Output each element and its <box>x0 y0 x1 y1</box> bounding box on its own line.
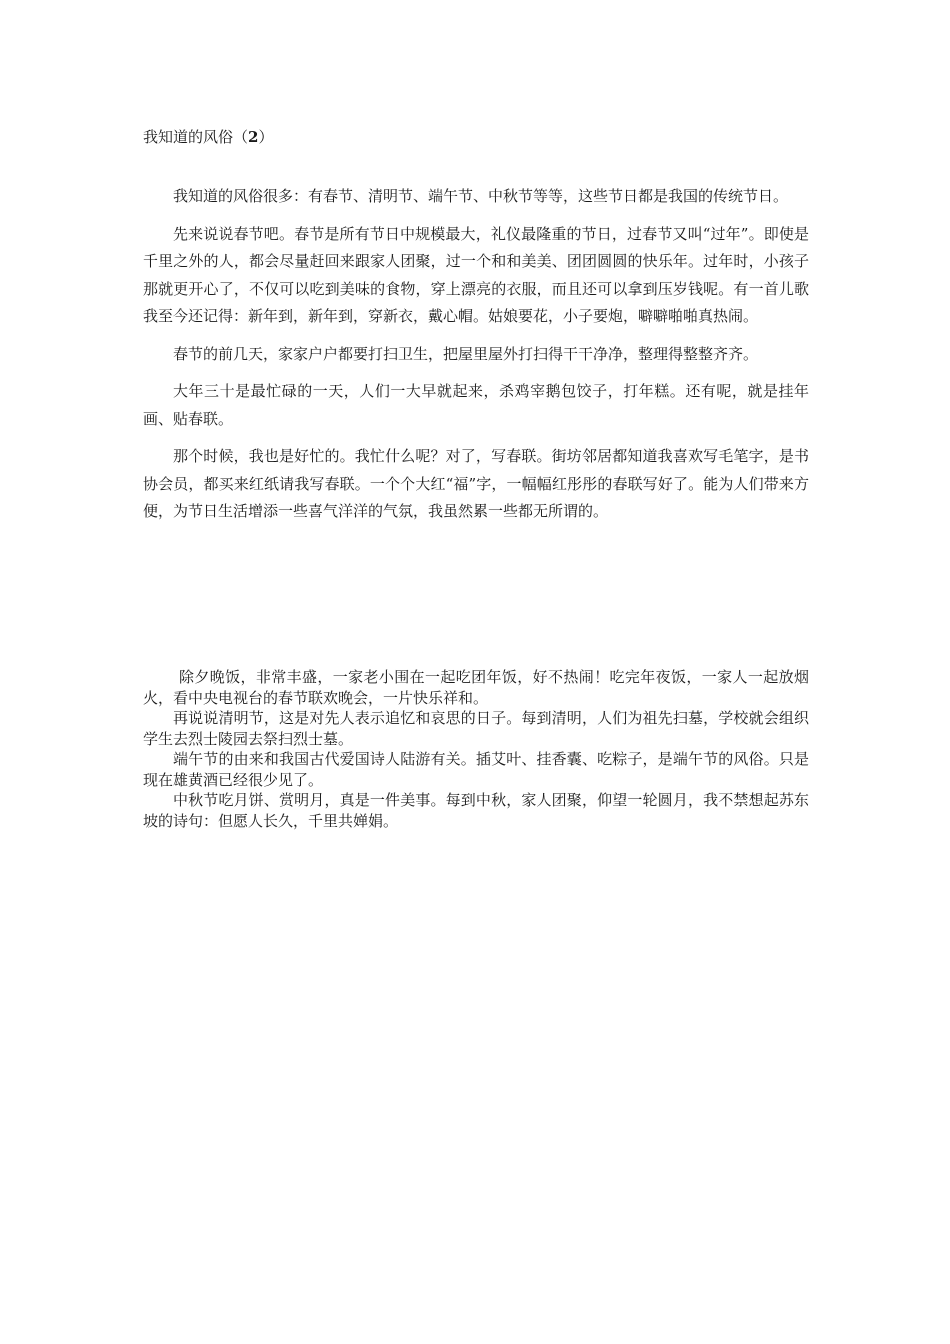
title-prefix: 我知道的风俗（ <box>143 128 249 146</box>
paragraph-mid-autumn: 中秋节吃月饼、赏明月，真是一件美事。每到中秋，家人团聚，仰望一轮圆月，我不禁想起苏东坡的诗句：但愿人长久，千里共婵娟。 <box>143 791 809 830</box>
title-suffix: ） <box>258 128 274 146</box>
paragraph-qingming: 再说说清明节，这是对先人表示追忆和哀思的日子。每到清明，人们为祖先扫墓，学校就会组织学生去烈士陵园去祭扫烈士墓。 <box>143 709 809 748</box>
body-text-wide <box>143 183 809 536</box>
paragraph-spring-festival: 先来说说春节吧。春节是所有节日中规模最大，礼仪最隆重的节日，过春节又叫“过年”。即使是千里之外的人，都会尽量赶回来跟家人团聚，过一个和和美美、团团圆圆的快乐年。过年时，小孩子那就更开心了，不仅可以吃到美味的食物，穿上漂亮的衣服，而且还可以拿到压岁钱呢。有一首儿歌我至今还记得：新年到，新年到，穿新衣，戴心帽。姑娘要花，小子要炮，噼噼啪啪真热闹。 <box>143 224 809 325</box>
title-number: 2 <box>248 128 259 146</box>
paragraph-cleaning: 春节的前几天，家家户户都要打扫卫生，把屋里屋外打扫得干干净净，整理得整整齐齐。 <box>173 344 759 363</box>
paragraph-intro: 我知道的风俗很多：有春节、清明节、端午节、中秋节等等，这些节日都是我国的传统节日。 <box>173 187 789 205</box>
paragraph-reunion-dinner: 除夕晚饭，非常丰盛，一家老小围在一起吃团年饭，好不热闹！吃完年夜饭，一家人一起放烟火，看中央电视台的春节联欢晚会，一片快乐祥和。 <box>143 668 809 707</box>
paragraph-writing-couplets: 那个时候，我也是好忙的。我忙什么呢？对了，写春联。街坊邻居都知道我喜欢写毛笔字，是书协会员，都买来红纸请我写春联。一个个大红“福”字，一幅幅红彤彤的春联写好了。能为人们带来方便，为节日生活增添一些喜气洋洋的气氛，我虽然累一些都无所谓的。 <box>143 447 809 520</box>
paragraph-new-years-eve-day: 大年三十是最忙碌的一天，人们一大早就起来，杀鸡宰鹅包饺子，打年糕。还有呢，就是挂年画、贴春联。 <box>143 382 809 428</box>
document-title <box>143 126 273 148</box>
paragraph-dragon-boat: 端午节的由来和我国古代爱国诗人陆游有关。插艾叶、挂香囊、吃粽子，是端午节的风俗。只是现在雄黄酒已经很少见了。 <box>143 750 809 789</box>
body-text-tight <box>143 667 809 831</box>
